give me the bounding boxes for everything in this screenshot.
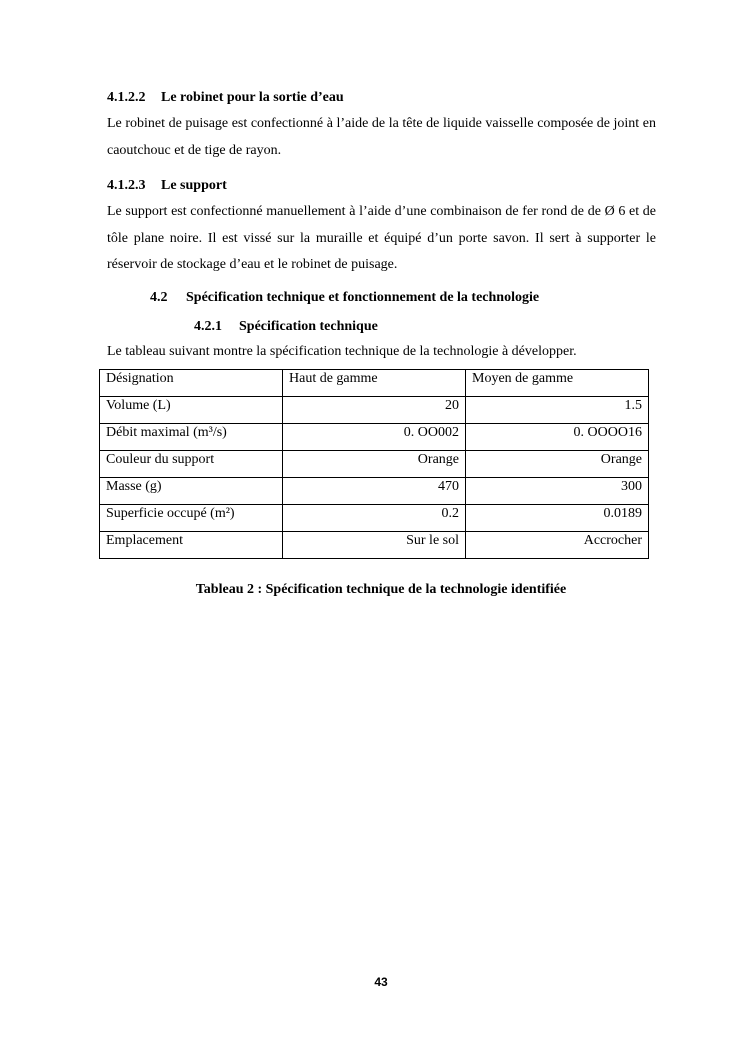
table-cell: Orange [466, 451, 649, 478]
heading-title: Spécification technique [239, 319, 378, 334]
table-cell: Orange [283, 451, 466, 478]
table-row [100, 478, 649, 505]
heading-number: 4.2 [150, 290, 168, 305]
table-cell: 0. OOOO16 [466, 424, 649, 451]
table-row [100, 424, 649, 451]
table-cell: 300 [466, 478, 649, 505]
heading-section-4-2-1 [194, 319, 378, 335]
table-header-cell: Moyen de gamme [466, 370, 649, 397]
table-intro-text: Le tableau suivant montre la spécification technique de la technologie à développer. [107, 344, 577, 359]
heading-number: 4.2.1 [194, 319, 222, 334]
table-header-cell: Haut de gamme [283, 370, 466, 397]
table-cell: 20 [283, 397, 466, 424]
table-row [100, 532, 649, 559]
table-cell: 0.2 [283, 505, 466, 532]
paragraph-support: Le support est confectionné manuellement à l’aide d’une combinaison de fer rond de de Ø 6 et de tôle plane noire. Il est vissé sur la muraille et équipé d’un porte savon. Il sert à supporter le réservoir de stockage d’eau et le robinet de puisage. [107, 204, 656, 272]
table-cell: 0.0189 [466, 505, 649, 532]
table-cell: Sur le sol [283, 532, 466, 559]
table-cell: Accrocher [466, 532, 649, 559]
table-cell: Volume (L) [100, 397, 283, 424]
table-header-row [100, 370, 649, 397]
table-cell: 0. OO002 [283, 424, 466, 451]
heading-robinet [107, 89, 344, 107]
table-cell: Masse (g) [100, 478, 283, 505]
heading-title: Le robinet pour la sortie d’eau [161, 90, 344, 105]
table-header-cell: Désignation [100, 370, 283, 397]
specification-table [99, 369, 649, 559]
heading-title: Le support [161, 178, 227, 193]
heading-section-4-2 [150, 290, 539, 306]
heading-title: Spécification technique et fonctionnement de la technologie [186, 290, 540, 305]
heading-number: 4.1.2.2 [107, 90, 146, 105]
table-cell: Superficie occupé (m²) [100, 505, 283, 532]
table-row [100, 505, 649, 532]
table-cell: Emplacement [100, 532, 283, 559]
table-row [100, 451, 649, 478]
table-cell: Débit maximal (m³/s) [100, 424, 283, 451]
table-cell: 470 [283, 478, 466, 505]
page-number: 43 [374, 975, 388, 989]
heading-support [107, 177, 227, 195]
table-cell: Couleur du support [100, 451, 283, 478]
paragraph-robinet: Le robinet de puisage est confectionné à l’aide de la tête de liquide vaisselle composée de joint en caoutchouc et de tige de rayon. [107, 116, 656, 158]
heading-number: 4.1.2.3 [107, 178, 146, 193]
table-cell: 1.5 [466, 397, 649, 424]
table-caption: Tableau 2 : Spécification technique de la technologie identifiée [195, 582, 567, 597]
table-row [100, 397, 649, 424]
